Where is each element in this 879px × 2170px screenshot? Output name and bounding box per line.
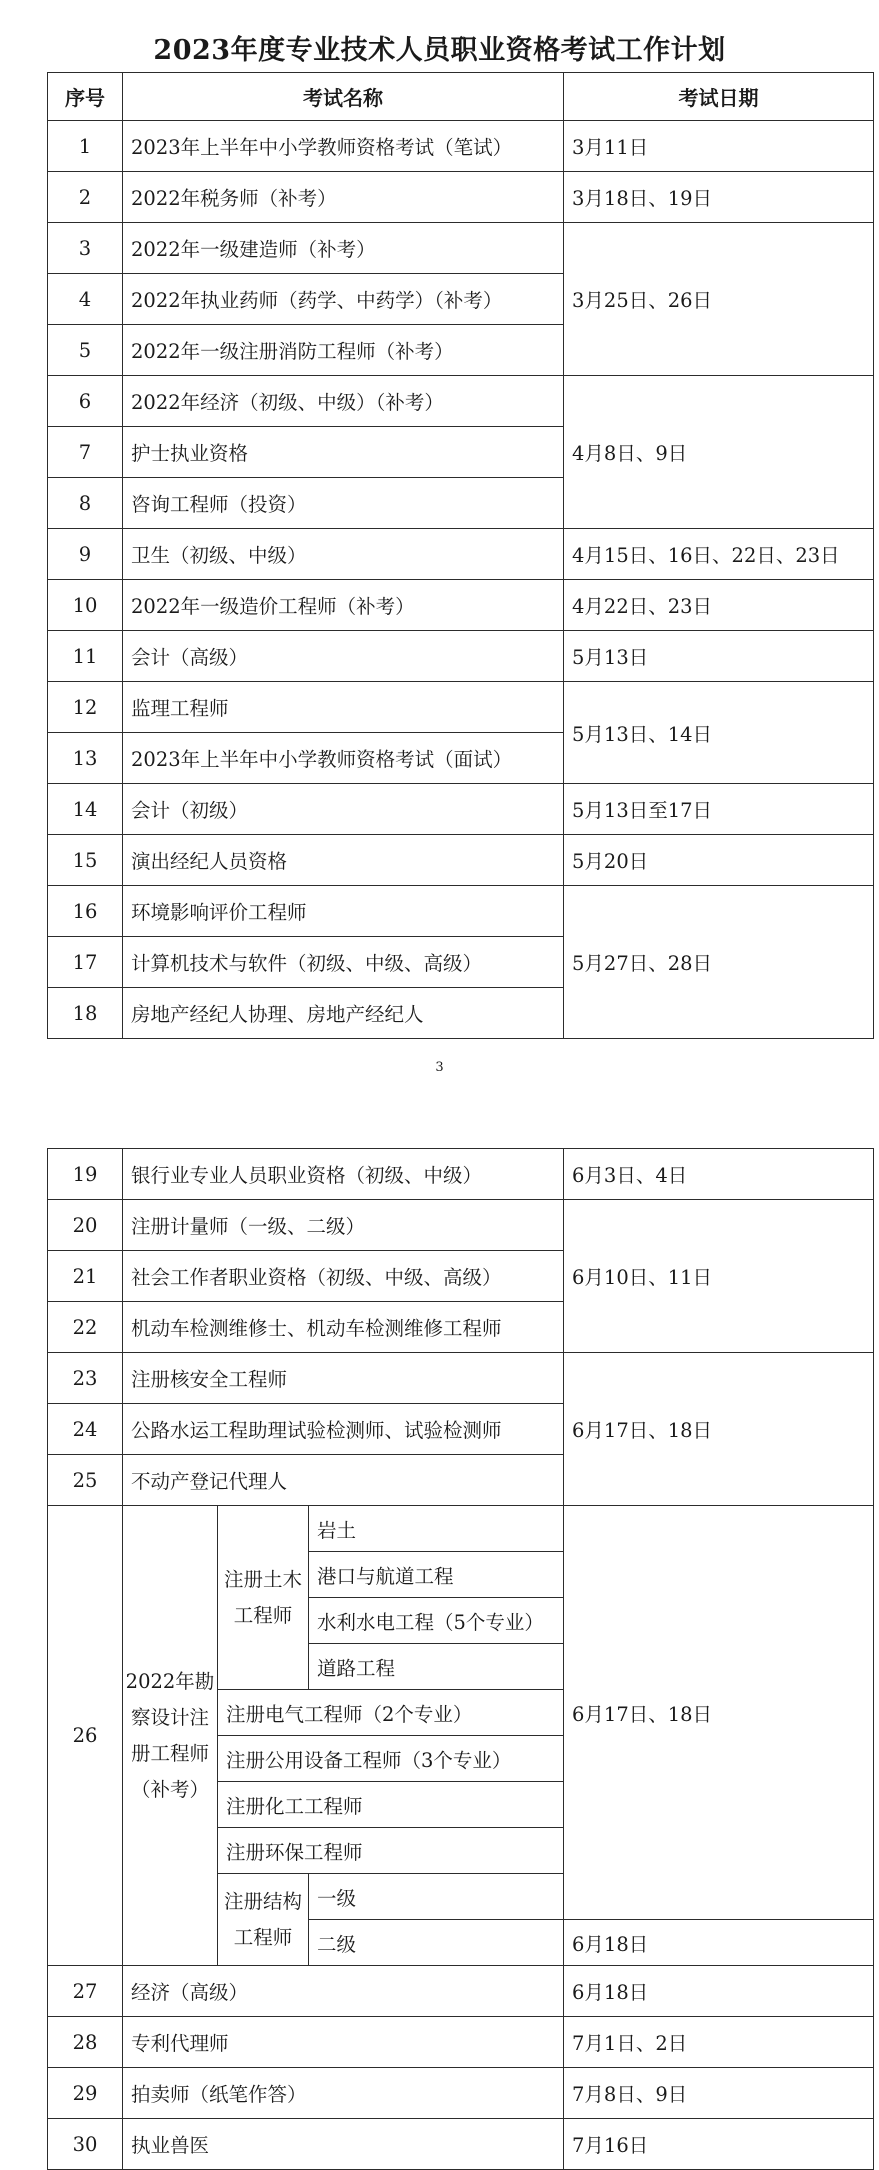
- table-row: [48, 223, 874, 274]
- row-name: 计算机技术与软件（初级、中级、高级）: [123, 937, 564, 988]
- row-name: 会计（高级）: [123, 631, 564, 682]
- row-date: 6月3日、4日: [564, 1149, 874, 1200]
- row-name: 注册核安全工程师: [123, 1353, 564, 1404]
- row-no: 7: [48, 427, 123, 478]
- row-no: 10: [48, 580, 123, 631]
- row-no: 14: [48, 784, 123, 835]
- row-no: 4: [48, 274, 123, 325]
- row-name: 2022年经济（初级、中级）（补考）: [123, 376, 564, 427]
- table-row: [48, 172, 874, 223]
- row-name: 2022年税务师（补考）: [123, 172, 564, 223]
- row-no: 5: [48, 325, 123, 376]
- row-name: 社会工作者职业资格（初级、中级、高级）: [123, 1251, 564, 1302]
- table-header-row: [48, 73, 874, 121]
- row26-date: 6月17日、18日: [564, 1506, 874, 1920]
- exam-schedule-table-part1: [47, 72, 874, 1039]
- row-no: 26: [48, 1506, 123, 1966]
- row26-date-level2: 6月18日: [564, 1920, 874, 1966]
- row-name: 执业兽医: [123, 2119, 564, 2170]
- row-no: 3: [48, 223, 123, 274]
- row-no: 1: [48, 121, 123, 172]
- row-date: 5月27日、28日: [564, 886, 874, 1039]
- table-row: [48, 886, 874, 937]
- row-no: 29: [48, 2068, 123, 2119]
- row-date: 5月20日: [564, 835, 874, 886]
- table-row: [48, 1200, 874, 1251]
- row-date: 4月22日、23日: [564, 580, 874, 631]
- table-row: [48, 1149, 874, 1200]
- row-name: 2022年一级造价工程师（补考）: [123, 580, 564, 631]
- row-no: 6: [48, 376, 123, 427]
- row-no: 15: [48, 835, 123, 886]
- row-date: 7月1日、2日: [564, 2017, 874, 2068]
- exam-schedule-table-part2: [47, 1148, 874, 2170]
- row26-structural-item: 一级: [309, 1874, 564, 1920]
- row26-environmental: 注册环保工程师: [218, 1828, 564, 1874]
- row-date: 6月10日、11日: [564, 1200, 874, 1353]
- row-name: 不动产登记代理人: [123, 1455, 564, 1506]
- row26-civil: 注册土木工程师: [218, 1506, 309, 1690]
- table-row: [48, 682, 874, 733]
- header-no: 序号: [48, 73, 123, 121]
- table-row: [48, 784, 874, 835]
- table-row: [48, 631, 874, 682]
- row26-civil-item: 岩土: [309, 1506, 564, 1552]
- table-row: [48, 2068, 874, 2119]
- row-date: 7月16日: [564, 2119, 874, 2170]
- row-name: 专利代理师: [123, 2017, 564, 2068]
- row-date: 4月8日、9日: [564, 376, 874, 529]
- row26-civil-item: 港口与航道工程: [309, 1552, 564, 1598]
- row-name: 演出经纪人员资格: [123, 835, 564, 886]
- row-name: 护士执业资格: [123, 427, 564, 478]
- row-name: 机动车检测维修士、机动车检测维修工程师: [123, 1302, 564, 1353]
- row-name: 房地产经纪人协理、房地产经纪人: [123, 988, 564, 1039]
- row-name: 公路水运工程助理试验检测师、试验检测师: [123, 1404, 564, 1455]
- row-name: 监理工程师: [123, 682, 564, 733]
- page-title: 2023年度专业技术人员职业资格考试工作计划: [153, 35, 726, 66]
- row-date: 5月13日: [564, 631, 874, 682]
- row-name: 卫生（初级、中级）: [123, 529, 564, 580]
- row-no: 30: [48, 2119, 123, 2170]
- row-no: 19: [48, 1149, 123, 1200]
- row26-chemical: 注册化工工程师: [218, 1782, 564, 1828]
- row26-structural: 注册结构工程师: [218, 1874, 309, 1966]
- row-name: 环境影响评价工程师: [123, 886, 564, 937]
- row-date: 7月8日、9日: [564, 2068, 874, 2119]
- row26-civil-item: 水利水电工程（5个专业）: [309, 1598, 564, 1644]
- header-name: 考试名称: [123, 73, 564, 121]
- row-date: 6月17日、18日: [564, 1353, 874, 1506]
- row-no: 2: [48, 172, 123, 223]
- header-date: 考试日期: [564, 73, 874, 121]
- table-row: [48, 1353, 874, 1404]
- table-row: [48, 376, 874, 427]
- row-name: 2023年上半年中小学教师资格考试（面试）: [123, 733, 564, 784]
- row-name: 注册计量师（一级、二级）: [123, 1200, 564, 1251]
- row-name: 银行业专业人员职业资格（初级、中级）: [123, 1149, 564, 1200]
- table-row: [48, 2017, 874, 2068]
- row-date: 6月18日: [564, 1966, 874, 2017]
- row26-group: 2022年勘察设计注册工程师（补考）: [123, 1506, 218, 1966]
- row-no: 27: [48, 1966, 123, 2017]
- row-no: 13: [48, 733, 123, 784]
- row26-civil-item: 道路工程: [309, 1644, 564, 1690]
- table-row: [48, 835, 874, 886]
- row-no: 24: [48, 1404, 123, 1455]
- row-no: 11: [48, 631, 123, 682]
- row-date: 4月15日、16日、22日、23日: [564, 529, 874, 580]
- row-name: 会计（初级）: [123, 784, 564, 835]
- table-row: [48, 580, 874, 631]
- row-date: 5月13日、14日: [564, 682, 874, 784]
- row-no: 16: [48, 886, 123, 937]
- row-no: 17: [48, 937, 123, 988]
- row-no: 21: [48, 1251, 123, 1302]
- row-name: 经济（高级）: [123, 1966, 564, 2017]
- row-no: 20: [48, 1200, 123, 1251]
- row-name: 2023年上半年中小学教师资格考试（笔试）: [123, 121, 564, 172]
- row26-utility: 注册公用设备工程师（3个专业）: [218, 1736, 564, 1782]
- row-no: 22: [48, 1302, 123, 1353]
- row-name: 2022年一级建造师（补考）: [123, 223, 564, 274]
- row-date: 3月11日: [564, 121, 874, 172]
- row-no: 9: [48, 529, 123, 580]
- row26-electrical: 注册电气工程师（2个专业）: [218, 1690, 564, 1736]
- table-row: [48, 121, 874, 172]
- table-row-26: [48, 1506, 874, 1552]
- row-no: 8: [48, 478, 123, 529]
- row-no: 12: [48, 682, 123, 733]
- row-name: 2022年一级注册消防工程师（补考）: [123, 325, 564, 376]
- row-name: 咨询工程师（投资）: [123, 478, 564, 529]
- row26-structural-item: 二级: [309, 1920, 564, 1966]
- row-name: 拍卖师（纸笔作答）: [123, 2068, 564, 2119]
- row-date: 3月18日、19日: [564, 172, 874, 223]
- table-row-partial: [48, 2119, 874, 2170]
- page-number: 3: [435, 1060, 444, 1075]
- row-no: 18: [48, 988, 123, 1039]
- table-row: [48, 529, 874, 580]
- row-no: 25: [48, 1455, 123, 1506]
- row-name: 2022年执业药师（药学、中药学）（补考）: [123, 274, 564, 325]
- row-date: 3月25日、26日: [564, 223, 874, 376]
- row-no: 23: [48, 1353, 123, 1404]
- row-date: 5月13日至17日: [564, 784, 874, 835]
- table-row: [48, 1966, 874, 2017]
- row-no: 28: [48, 2017, 123, 2068]
